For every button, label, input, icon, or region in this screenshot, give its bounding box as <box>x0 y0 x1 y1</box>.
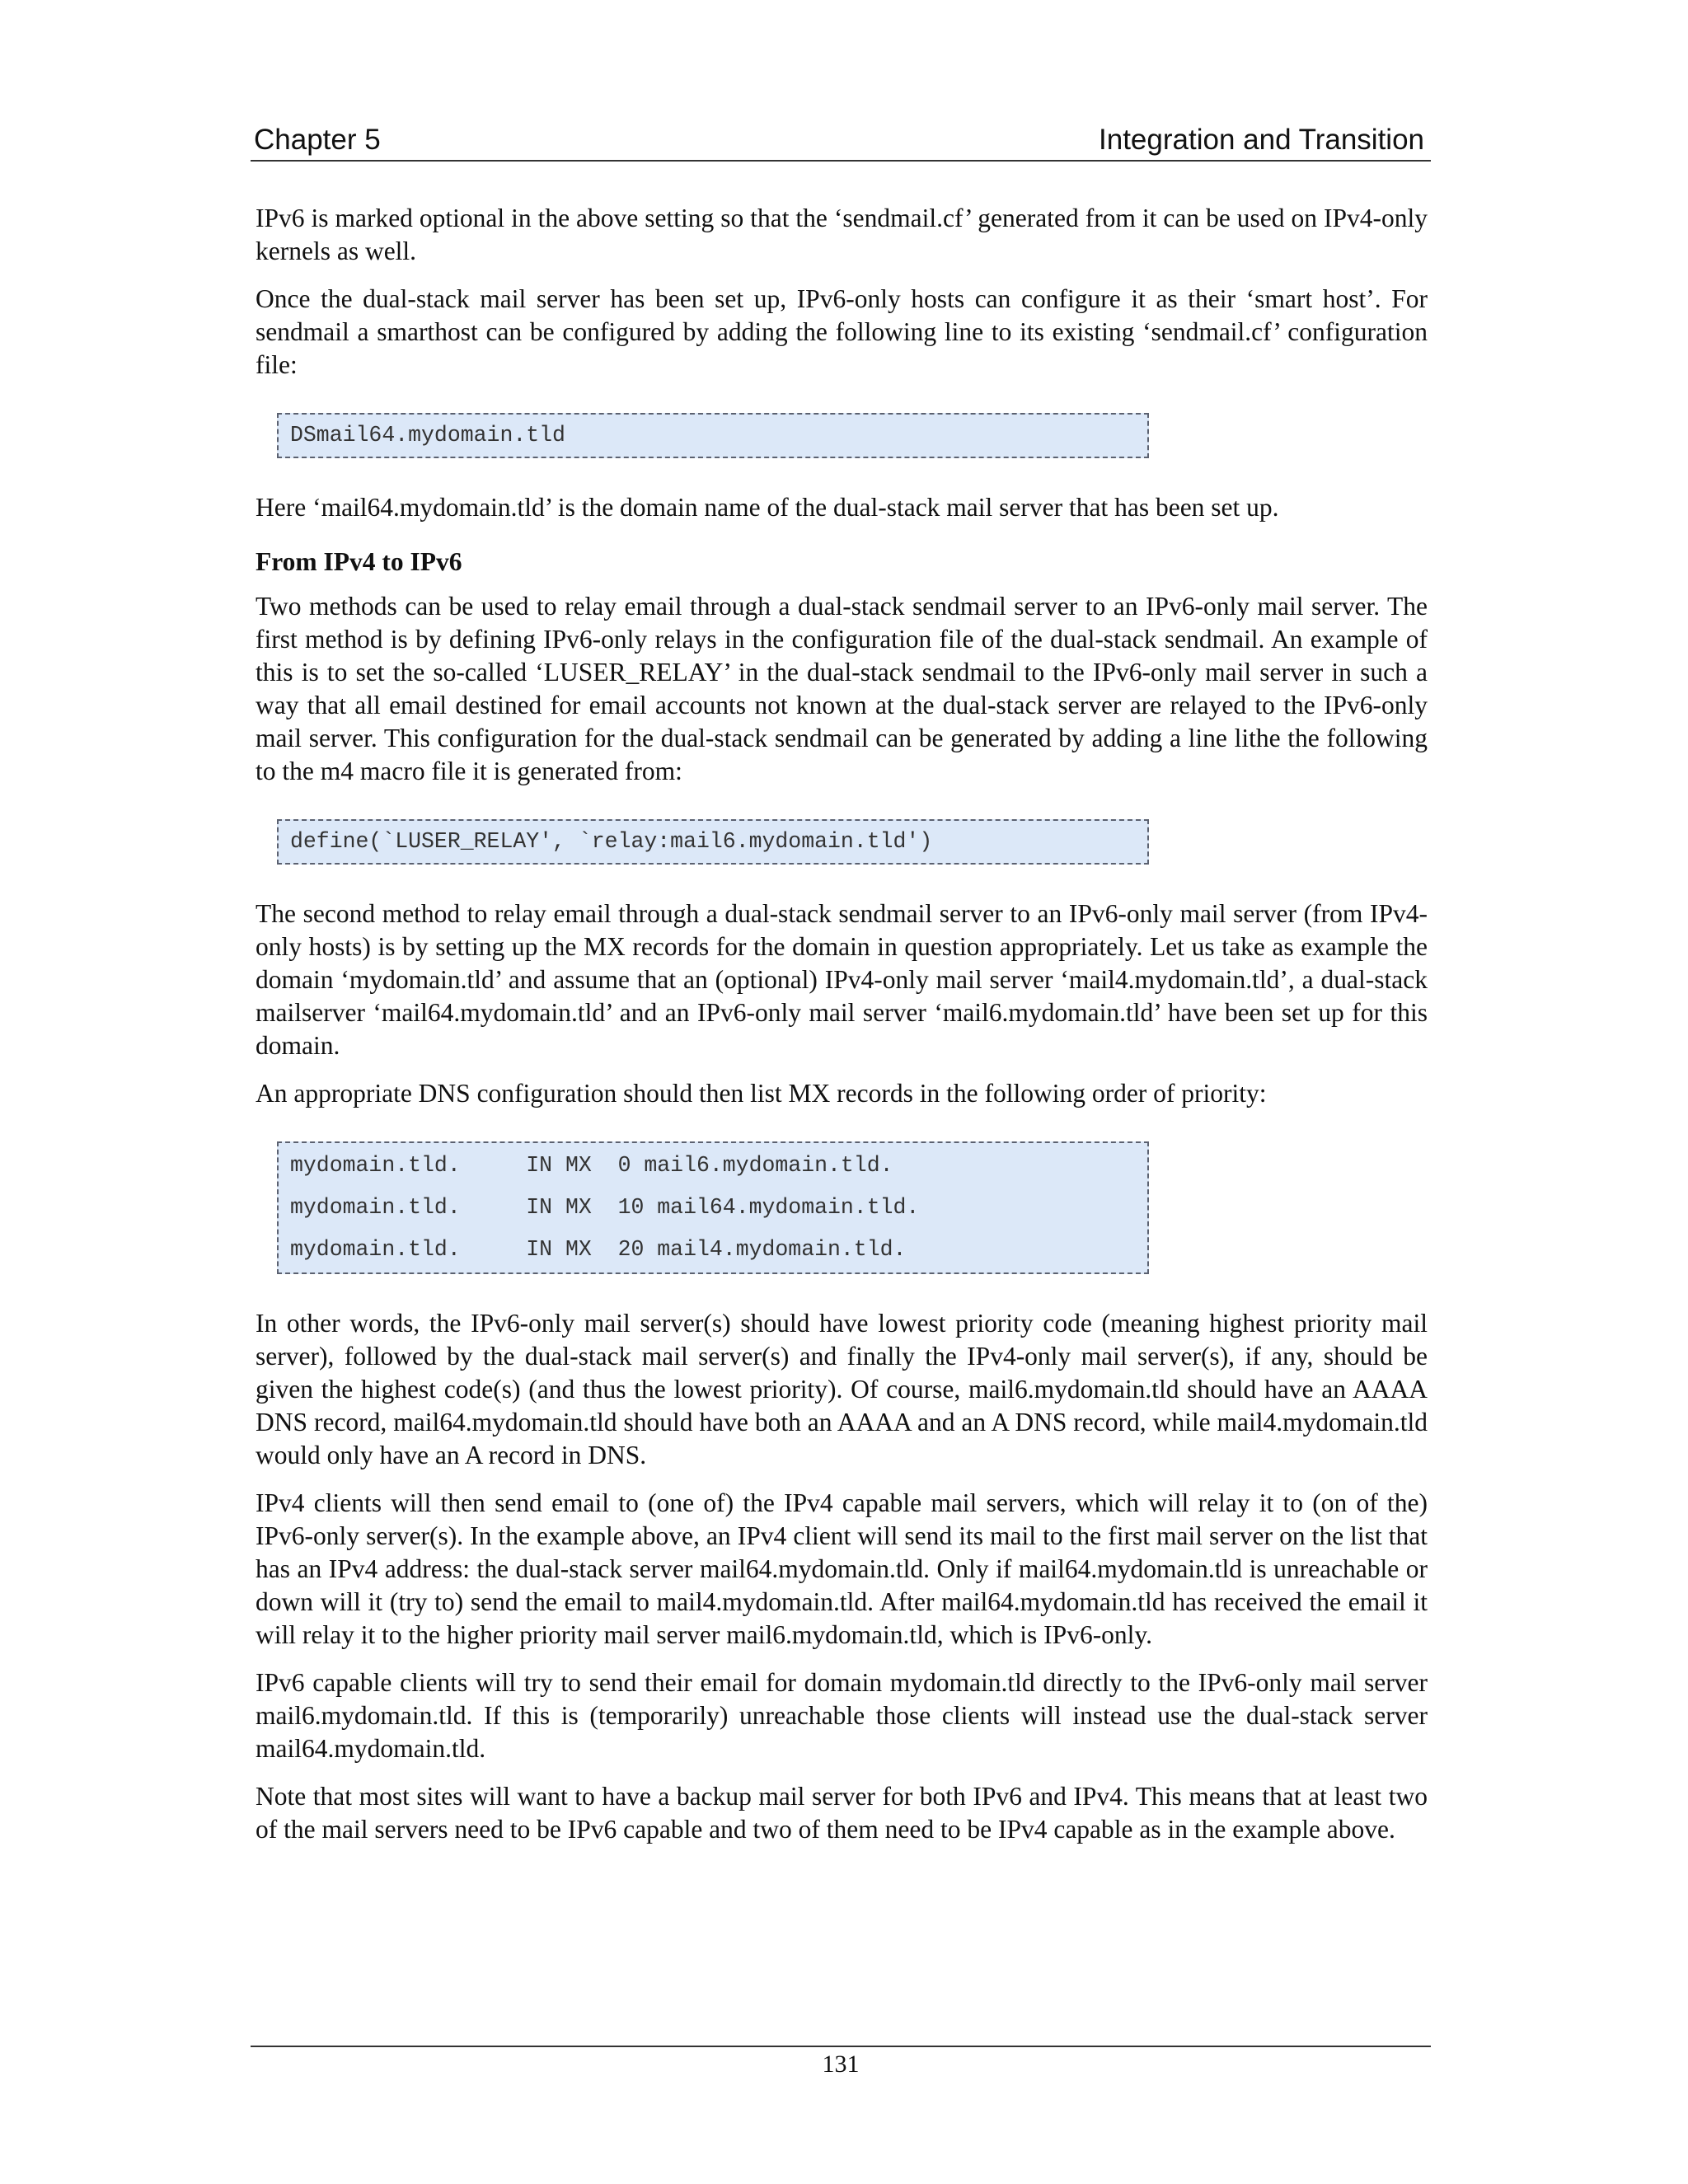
paragraph-backup-servers: Note that most sites will want to have a backup mail server for both IPv6 and IPv4. This means that at least two of the mail servers need to be IPv6 capable and two of them need to be IPv4 capable as in the example above. <box>256 1782 1428 1844</box>
mx-record-line: mydomain.tld. IN MX 10 mail64.mydomain.tld. <box>290 1195 920 1220</box>
code-line: define(`LUSER_RELAY', `relay:mail6.mydomain.tld') <box>290 829 933 854</box>
mx-record-line: mydomain.tld. IN MX 0 mail6.mydomain.tld. <box>290 1153 893 1178</box>
mx-record-line: mydomain.tld. IN MX 20 mail4.mydomain.tld. <box>290 1237 907 1262</box>
document-page <box>251 0 1431 2184</box>
paragraph-ipv6-optional: IPv6 is marked optional in the above setting so that the ‘sendmail.cf’ generated from it can be used on IPv4-only kernels as well. <box>256 204 1428 265</box>
code-block-smarthost <box>277 413 1149 458</box>
paragraph-priority-codes: In other words, the IPv6-only mail server(s) should have lowest priority code (meaning highest priority mail server), followed by the dual-stack mail server(s) and finally the IPv4-only mail server(s), if any, should be given the highest code(s) (and thus the lowest priority). Of course, mail6.mydomain.tld should have an AAAA DNS record, mail64.mydomain.tld should have both an AAAA and an A DNS record, while mail4.mydomain.tld would only have an A record in DNS. <box>256 1309 1428 1469</box>
paragraph-two-methods: Two methods can be used to relay email through a dual-stack sendmail server to an IPv6-only mail server. The first method is by defining IPv6-only relays in the configuration file of the dual-stack sendmail. An example of this is to set the so-called ‘LUSER_RELAY’ in the dual-stack sendmail to the IPv6-only mail server in such a way that all email destined for email accounts not known at the dual-stack server are relayed to the IPv6-only mail server. This configuration for the dual-stack sendmail can be generated by adding a line lithe the following to the m4 macro file it is generated from: <box>256 592 1428 785</box>
footer-rule <box>251 2046 1431 2047</box>
body-text <box>256 202 1428 1861</box>
paragraph-second-method: The second method to relay email through a dual-stack sendmail server to an IPv6-only mail server (from IPv4-only hosts) is by setting up the MX records for the domain in question appropriately. Let us take as example the domain ‘mydomain.tld’ and assume that an (optional) IPv4-only mail server ‘mail4.mydomain.tld’, a dual-stack mailserver ‘mail64.mydomain.tld’ and an IPv6-only mail server ‘mail6.mydomain.tld’ have been set up for this domain. <box>256 899 1428 1060</box>
paragraph-ipv6-clients: IPv6 capable clients will try to send their email for domain mydomain.tld directly to the IPv6-only mail server mail6.mydomain.tld. If this is (temporarily) unreachable those clients will instead use the dual-stack server mail64.mydomain.tld. <box>256 1668 1428 1763</box>
paragraph-dns-config: An appropriate DNS configuration should then list MX records in the following order of priority: <box>256 1079 1267 1108</box>
chapter-label: Chapter 5 <box>254 124 381 156</box>
paragraph-smart-host: Once the dual-stack mail server has been set up, IPv6-only hosts can configure it as their ‘smart host’. For sendmail a smarthost can be configured by adding the following line to its existing ‘sendmail.cf’ configuration file: <box>256 284 1428 379</box>
code-line: DSmail64.mydomain.tld <box>290 423 565 448</box>
section-heading: From IPv4 to IPv6 <box>256 547 462 576</box>
paragraph-domain-name: Here ‘mail64.mydomain.tld’ is the domain name of the dual-stack mail server that has been set up. <box>256 493 1279 522</box>
code-block-luser-relay <box>277 819 1149 865</box>
section-title: Integration and Transition <box>1099 124 1424 156</box>
page-number: 131 <box>822 2050 860 2078</box>
code-block-mx-records <box>277 1141 1149 1274</box>
paragraph-ipv4-clients: IPv4 clients will then send email to (one of) the IPv4 capable mail servers, which will relay it to (on of the) IPv6-only server(s). In the example above, an IPv4 client will send its mail to the first mail server on the list that has an IPv4 address: the dual-stack server mail64.mydomain.tld. Only if mail64.mydomain.tld is unreachable or down will it (try to) send the email to mail4.mydomain.tld. After mail64.mydomain.tld has received the email it will relay it to the higher priority mail server mail6.mydomain.tld, which is IPv6-only. <box>256 1488 1428 1649</box>
running-header <box>251 120 1431 162</box>
